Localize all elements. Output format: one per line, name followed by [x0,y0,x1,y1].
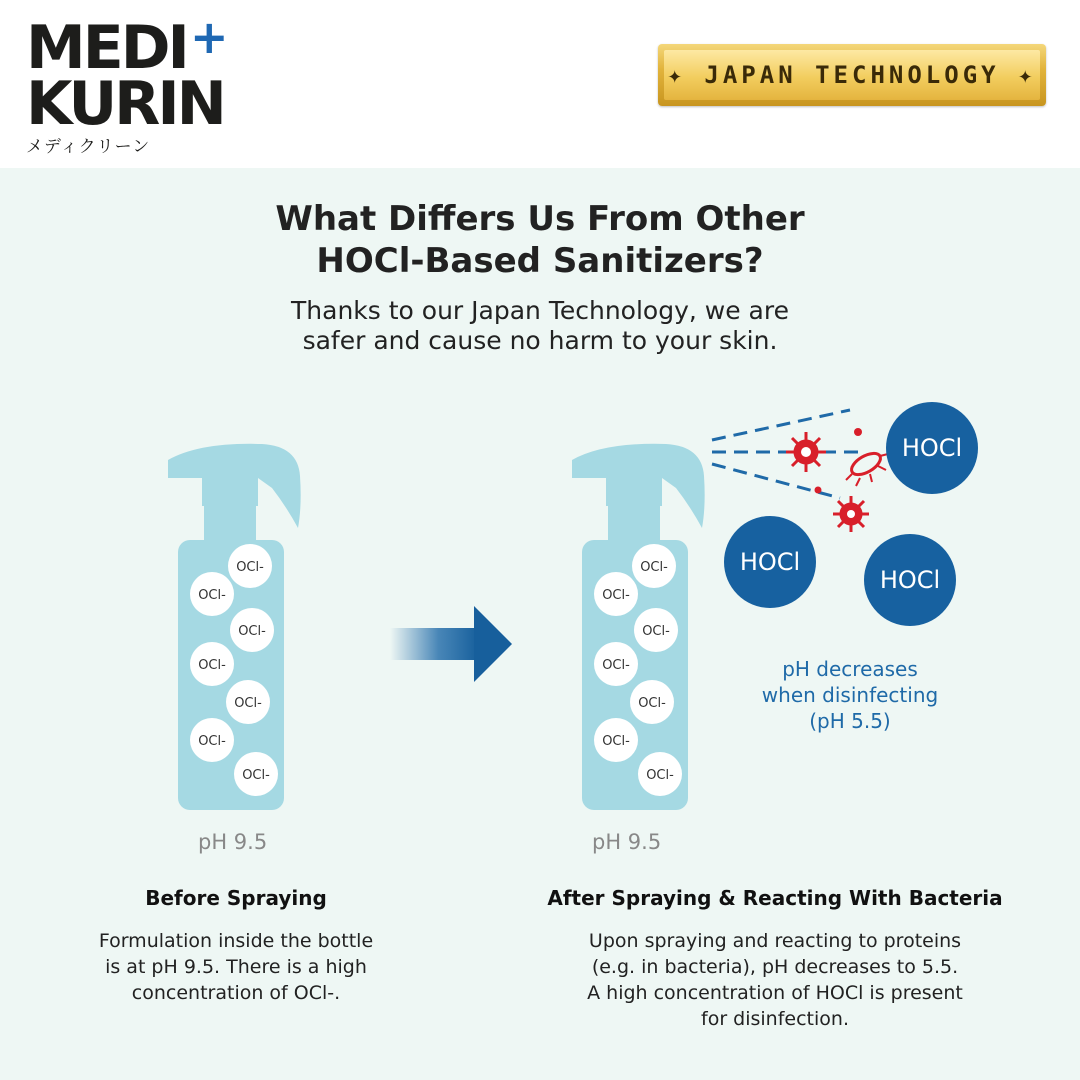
ion-label: OCl- [602,588,630,603]
ion-label: OCl- [198,658,226,673]
ion-label: OCl- [638,696,666,711]
ion-label: OCl- [242,768,270,783]
headline-title-line2: HOCl-Based Sanitizers? [316,241,764,281]
spray-mist [712,410,862,498]
after-title: After Spraying & Reacting With Bacteria [547,886,1003,910]
ion-label: OCl- [198,734,226,749]
note-line: (pH 5.5) [809,709,891,733]
hocl-label: HOCl [901,434,963,462]
ion-label: OCl- [234,696,262,711]
note-line: when disinfecting [761,683,939,707]
ion-label: OCl- [640,560,668,575]
logo-line-kurin: KURIN [26,69,224,139]
badge-text: ✦ JAPAN TECHNOLOGY ✦ [667,61,1037,89]
ion-label: OCl- [646,768,674,783]
headline-subtitle-line2: safer and cause no harm to your skin. [302,326,778,355]
ion-label: OCl- [198,588,226,603]
note-line: pH decreases [782,657,918,681]
hocl-label: HOCl [739,548,801,576]
ion-label: OCl- [238,624,266,639]
headline-title-line1: What Differs Us From Other [275,199,805,239]
logo-katakana: メディクリーン [26,137,151,157]
arrow-right-icon [390,606,512,682]
headline-subtitle-line1: Thanks to our Japan Technology, we are [291,296,789,325]
ion-label: OCl- [602,658,630,673]
description-line: Formulation inside the bottle [98,930,374,952]
ion-label: OCl- [602,734,630,749]
ph-decrease-note [740,656,960,734]
logo-line-medi: MEDI [26,13,187,83]
description-line: is at pH 9.5. There is a high [105,956,367,978]
before-title: Before Spraying [145,886,327,910]
plus-icon: + [190,10,229,64]
ion-label: OCl- [642,624,670,639]
virus-icon [786,432,826,472]
hocl-label: HOCl [879,566,941,594]
description-line: Upon spraying and reacting to proteins [588,930,962,952]
description-line: concentration of OCl-. [131,982,341,1004]
ph-label-after: pH 9.5 [592,830,662,854]
virus-icon [833,496,869,532]
bacteria-icon [846,449,888,486]
ph-label-before: pH 9.5 [198,830,268,854]
after-description [510,928,1040,1032]
description-line: (e.g. in bacteria), pH decreases to 5.5. [591,956,959,978]
ion-label: OCl- [236,560,264,575]
before-description [56,928,416,1006]
description-line: A high concentration of HOCl is present [587,982,963,1004]
description-line: for disinfection. [701,1008,849,1030]
